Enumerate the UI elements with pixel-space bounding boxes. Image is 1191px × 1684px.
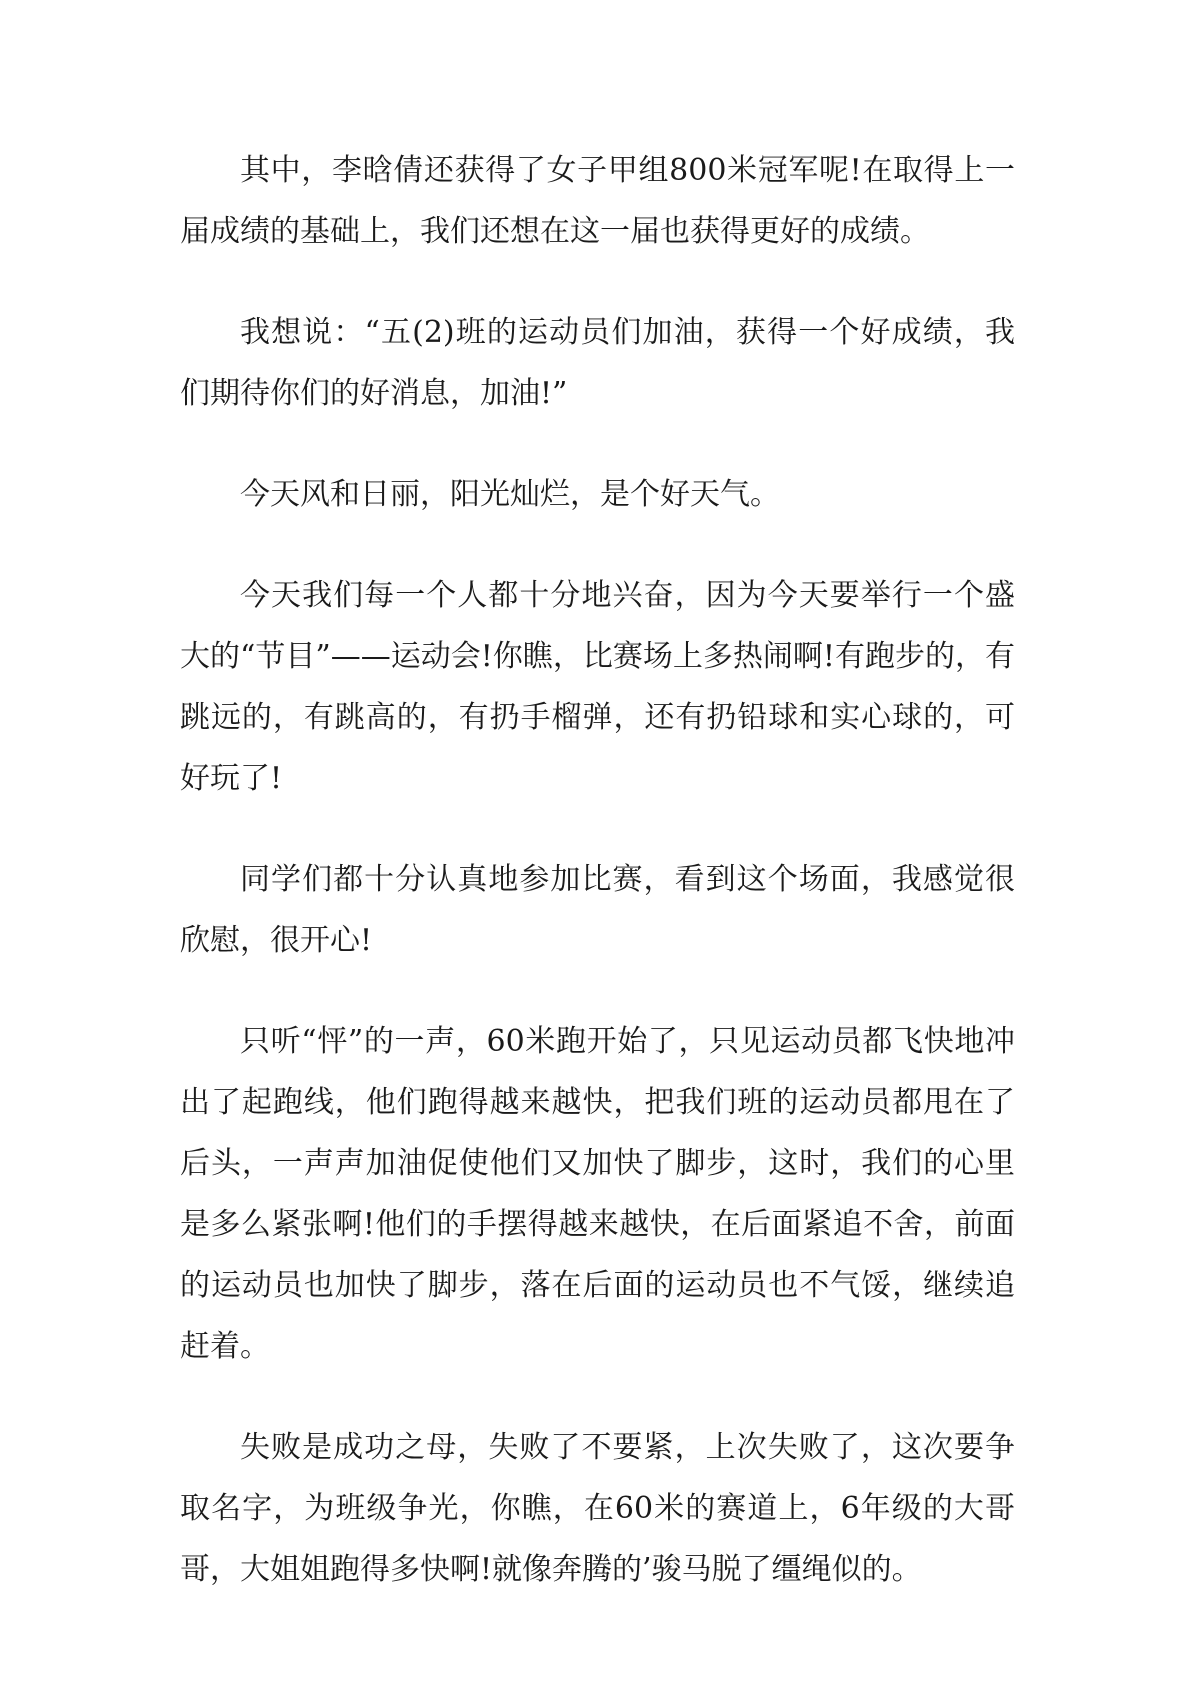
- paragraph-3: 今天风和日丽，阳光灿烂，是个好天气。: [240, 477, 780, 512]
- paragraph-7: 失败是成功之母，失败了不要紧，上次失败了，这次要争取名字，为班级争光，你瞧，在60米的赛道上，6年级的大哥哥，大姐姐跑得多快啊!就像奔腾的’骏马脱了缰绳似的。: [180, 1430, 1015, 1587]
- paragraph-2: 我想说：“五(2)班的运动员们加油，获得一个好成绩，我们期待你们的好消息，加油!”: [180, 315, 1015, 411]
- paragraph-5: 同学们都十分认真地参加比赛，看到这个场面，我感觉很欣慰，很开心!: [180, 862, 1015, 958]
- paragraph-1: 其中，李晗倩还获得了女子甲组800米冠军呢!在取得上一届成绩的基础上，我们还想在这一届也获得更好的成绩。: [180, 153, 1015, 249]
- document-body: [180, 140, 1015, 1640]
- paragraph-4: 今天我们每一个人都十分地兴奋，因为今天要举行一个盛大的“节目”——运动会!你瞧，比赛场上多热闹啊!有跑步的，有跳远的，有跳高的，有扔手榴弹，还有扔铅球和实心球的，可好玩了!: [180, 578, 1015, 796]
- paragraph-6: 只听“怦”的一声，60米跑开始了，只见运动员都飞快地冲出了起跑线，他们跑得越来越快，把我们班的运动员都甩在了后头，一声声加油促使他们又加快了脚步，这时，我们的心里是多么紧张啊!他们的手摆得越来越快，在后面紧追不舍，前面的运动员也加快了脚步，落在后面的运动员也不气馁，继续追赶着。: [180, 1024, 1015, 1364]
